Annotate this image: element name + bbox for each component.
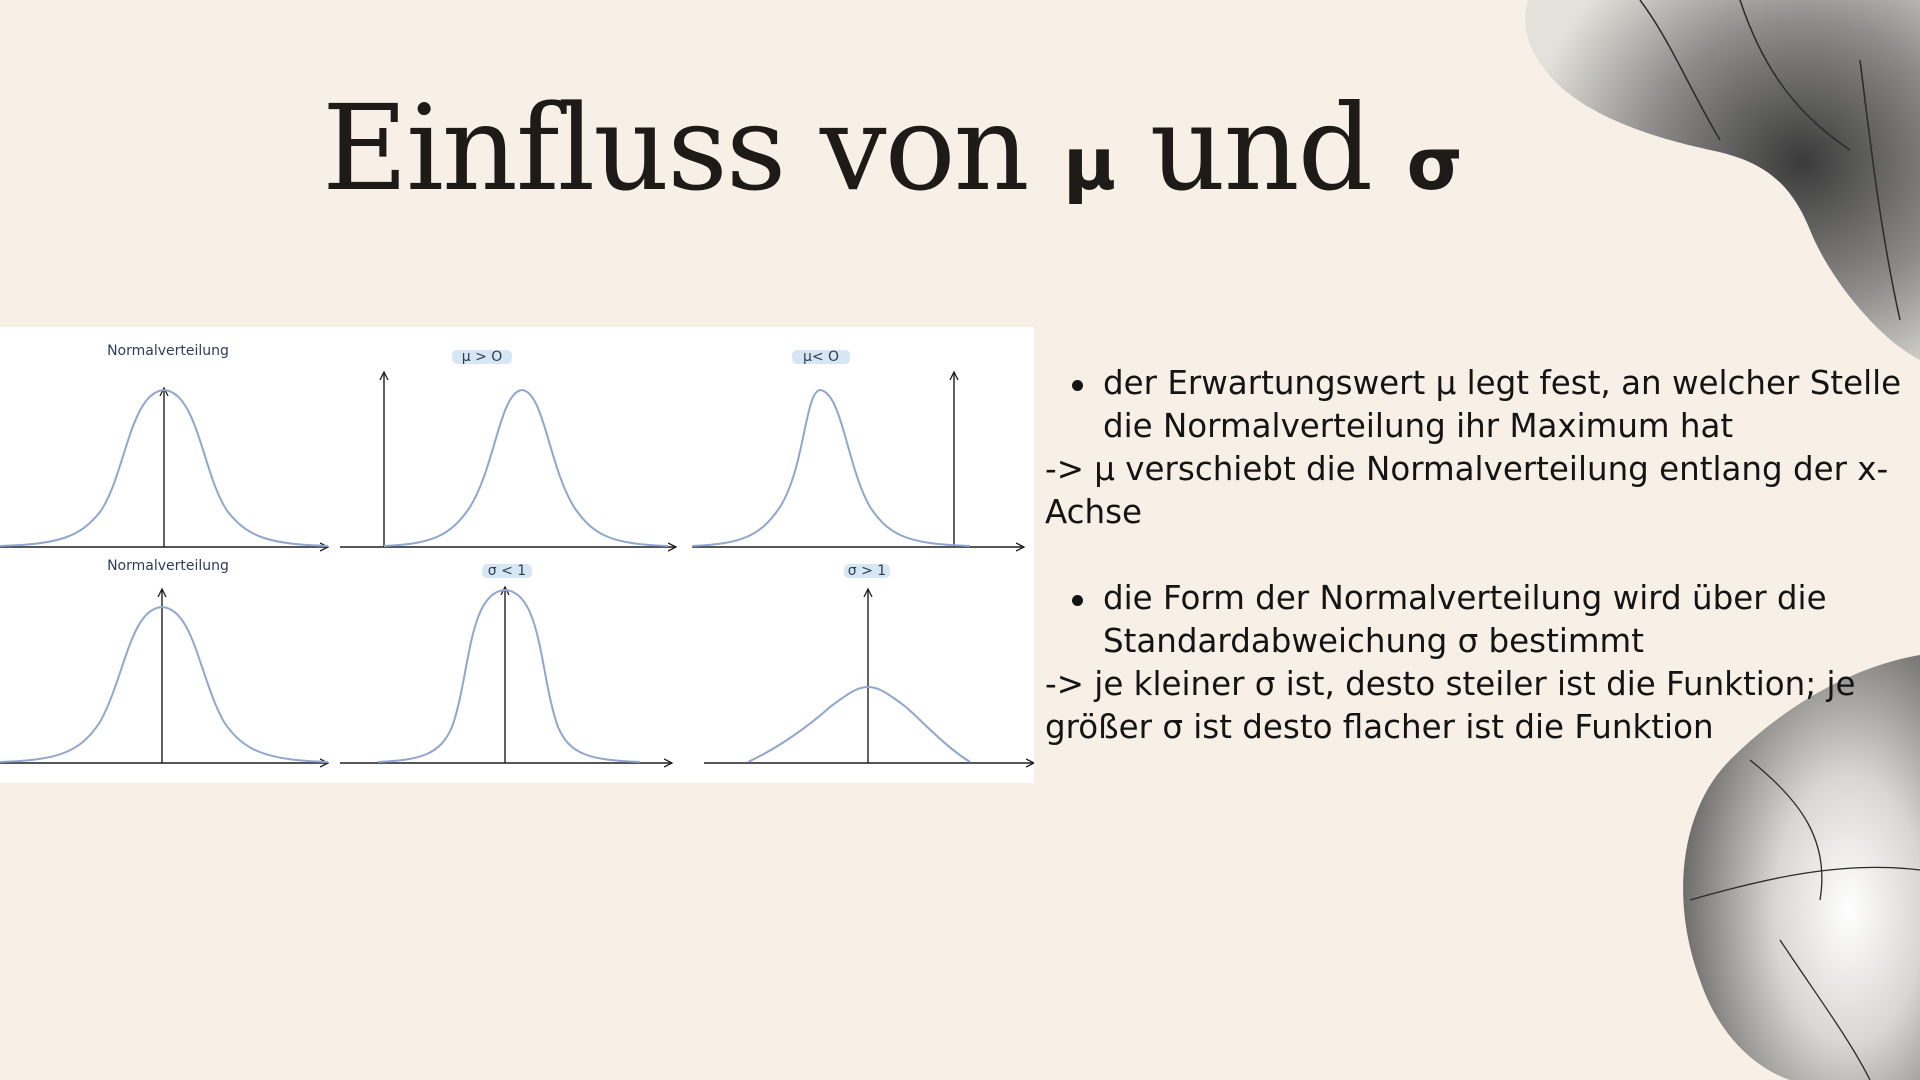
graph-label: σ < 1: [487, 563, 527, 579]
graph-normal-top: [0, 343, 328, 547]
bullet-item-mu: [1045, 362, 1905, 448]
conclusion-sigma: -> je kleiner σ ist, desto steiler ist die Funktion; je größer σ ist desto flacher ist die Funktion: [1045, 665, 1856, 746]
graph-mu-negative: [692, 349, 1024, 547]
graph-label: σ > 1: [847, 563, 887, 579]
graph-normal-bottom: [0, 558, 328, 763]
bullet-text: der Erwartungswert μ legt fest, an welcher Stelle die Normalverteilung ihr Maximum hat: [1103, 364, 1902, 445]
bullet-dot-icon: [1072, 380, 1083, 391]
bullet-text: die Form der Normalverteilung wird über die Standardabweichung σ bestimmt: [1103, 579, 1827, 660]
graph-panel: [0, 327, 1034, 783]
bullet-item-sigma: [1045, 577, 1905, 663]
explanation-text: [1045, 362, 1905, 749]
graph-label: μ< O: [802, 349, 840, 365]
graph-mu-positive: [340, 349, 676, 547]
graph-label: μ > O: [461, 349, 503, 365]
graph-sigma-small: [340, 563, 672, 763]
graph-label: Normalverteilung: [107, 558, 229, 574]
conclusion-mu: -> μ verschiebt die Normalverteilung entlang der x- Achse: [1045, 450, 1889, 531]
graph-sigma-large: [704, 563, 1034, 763]
blob-top-right: [1525, 0, 1920, 360]
slide-title: Einfluss von μ und σ: [322, 79, 1461, 217]
graph-label: Normalverteilung: [107, 343, 229, 359]
bullet-dot-icon: [1072, 595, 1083, 606]
